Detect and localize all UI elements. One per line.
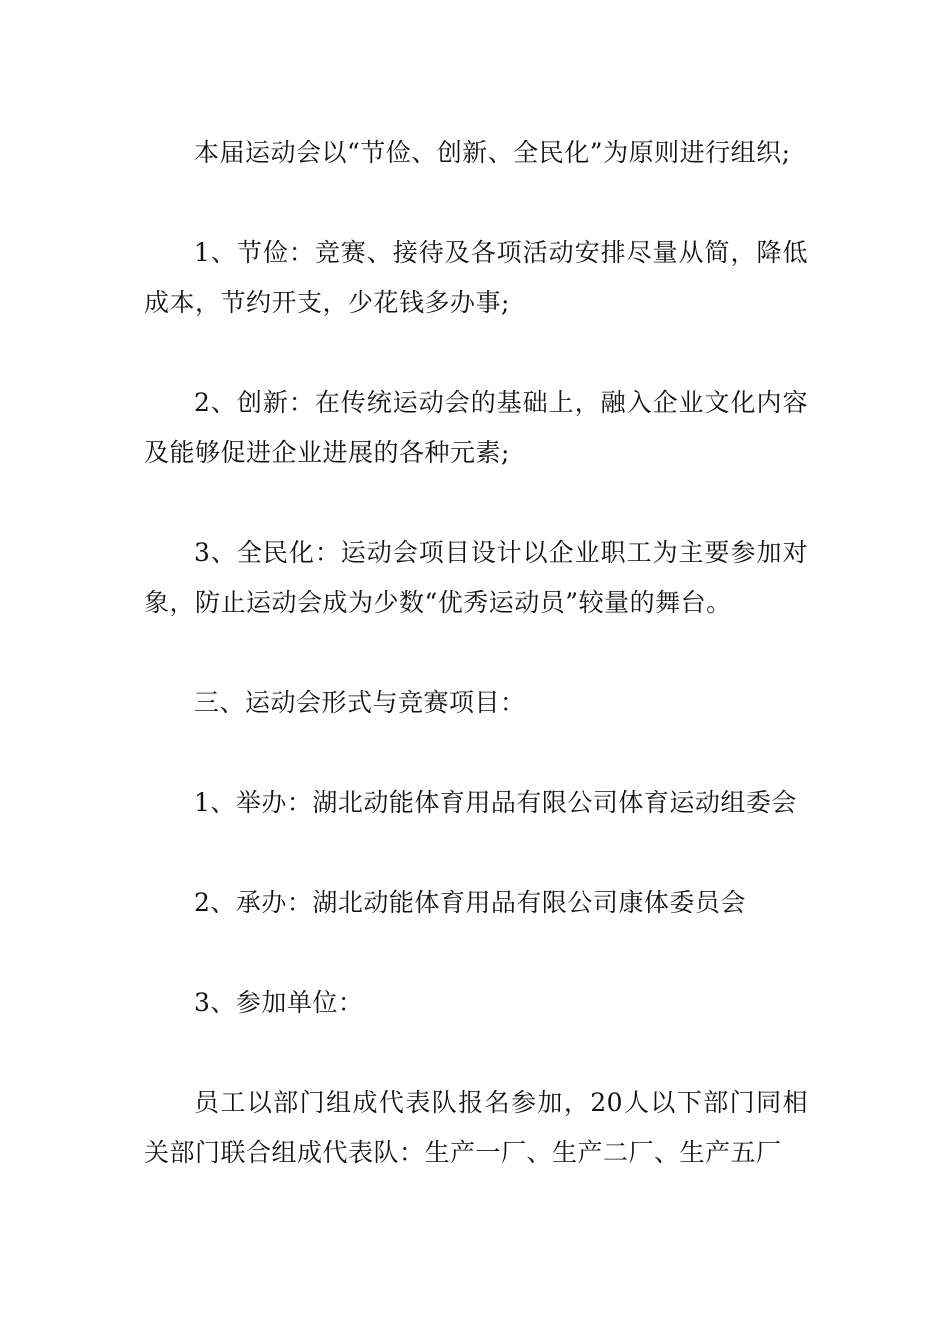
paragraph-participants: 员工以部门组成代表队报名参加，20人以下部门同相关部门联合组成代表队：生产一厂、生产二厂、生产五厂: [144, 1088, 808, 1167]
paragraph-frugal: 1、节俭：竞赛、接待及各项活动安排尽量从简，降低成本，节约开支，少花钱多办事;: [144, 238, 808, 317]
paragraph-principles: 本届运动会以“节俭、创新、全民化”为原则进行组织;: [194, 138, 791, 167]
document-page: [144, 128, 808, 1228]
paragraph-innovation: 2、创新：在传统运动会的基础上，融入企业文化内容及能够促进企业进展的各种元素;: [144, 388, 808, 467]
section-heading-format: 三、运动会形式与竞赛项目：: [194, 688, 526, 717]
paragraph-participants-heading: 3、参加单位：: [194, 988, 364, 1017]
paragraph-host: 1、举办：湖北动能体育用品有限公司体育运动组委会: [194, 788, 797, 817]
paragraph-universal: 3、全民化：运动会项目设计以企业职工为主要参加对象，防止运动会成为少数“优秀运动员”较量的舞台。: [144, 538, 808, 617]
paragraph-organizer: 2、承办：湖北动能体育用品有限公司康体委员会: [194, 888, 746, 917]
